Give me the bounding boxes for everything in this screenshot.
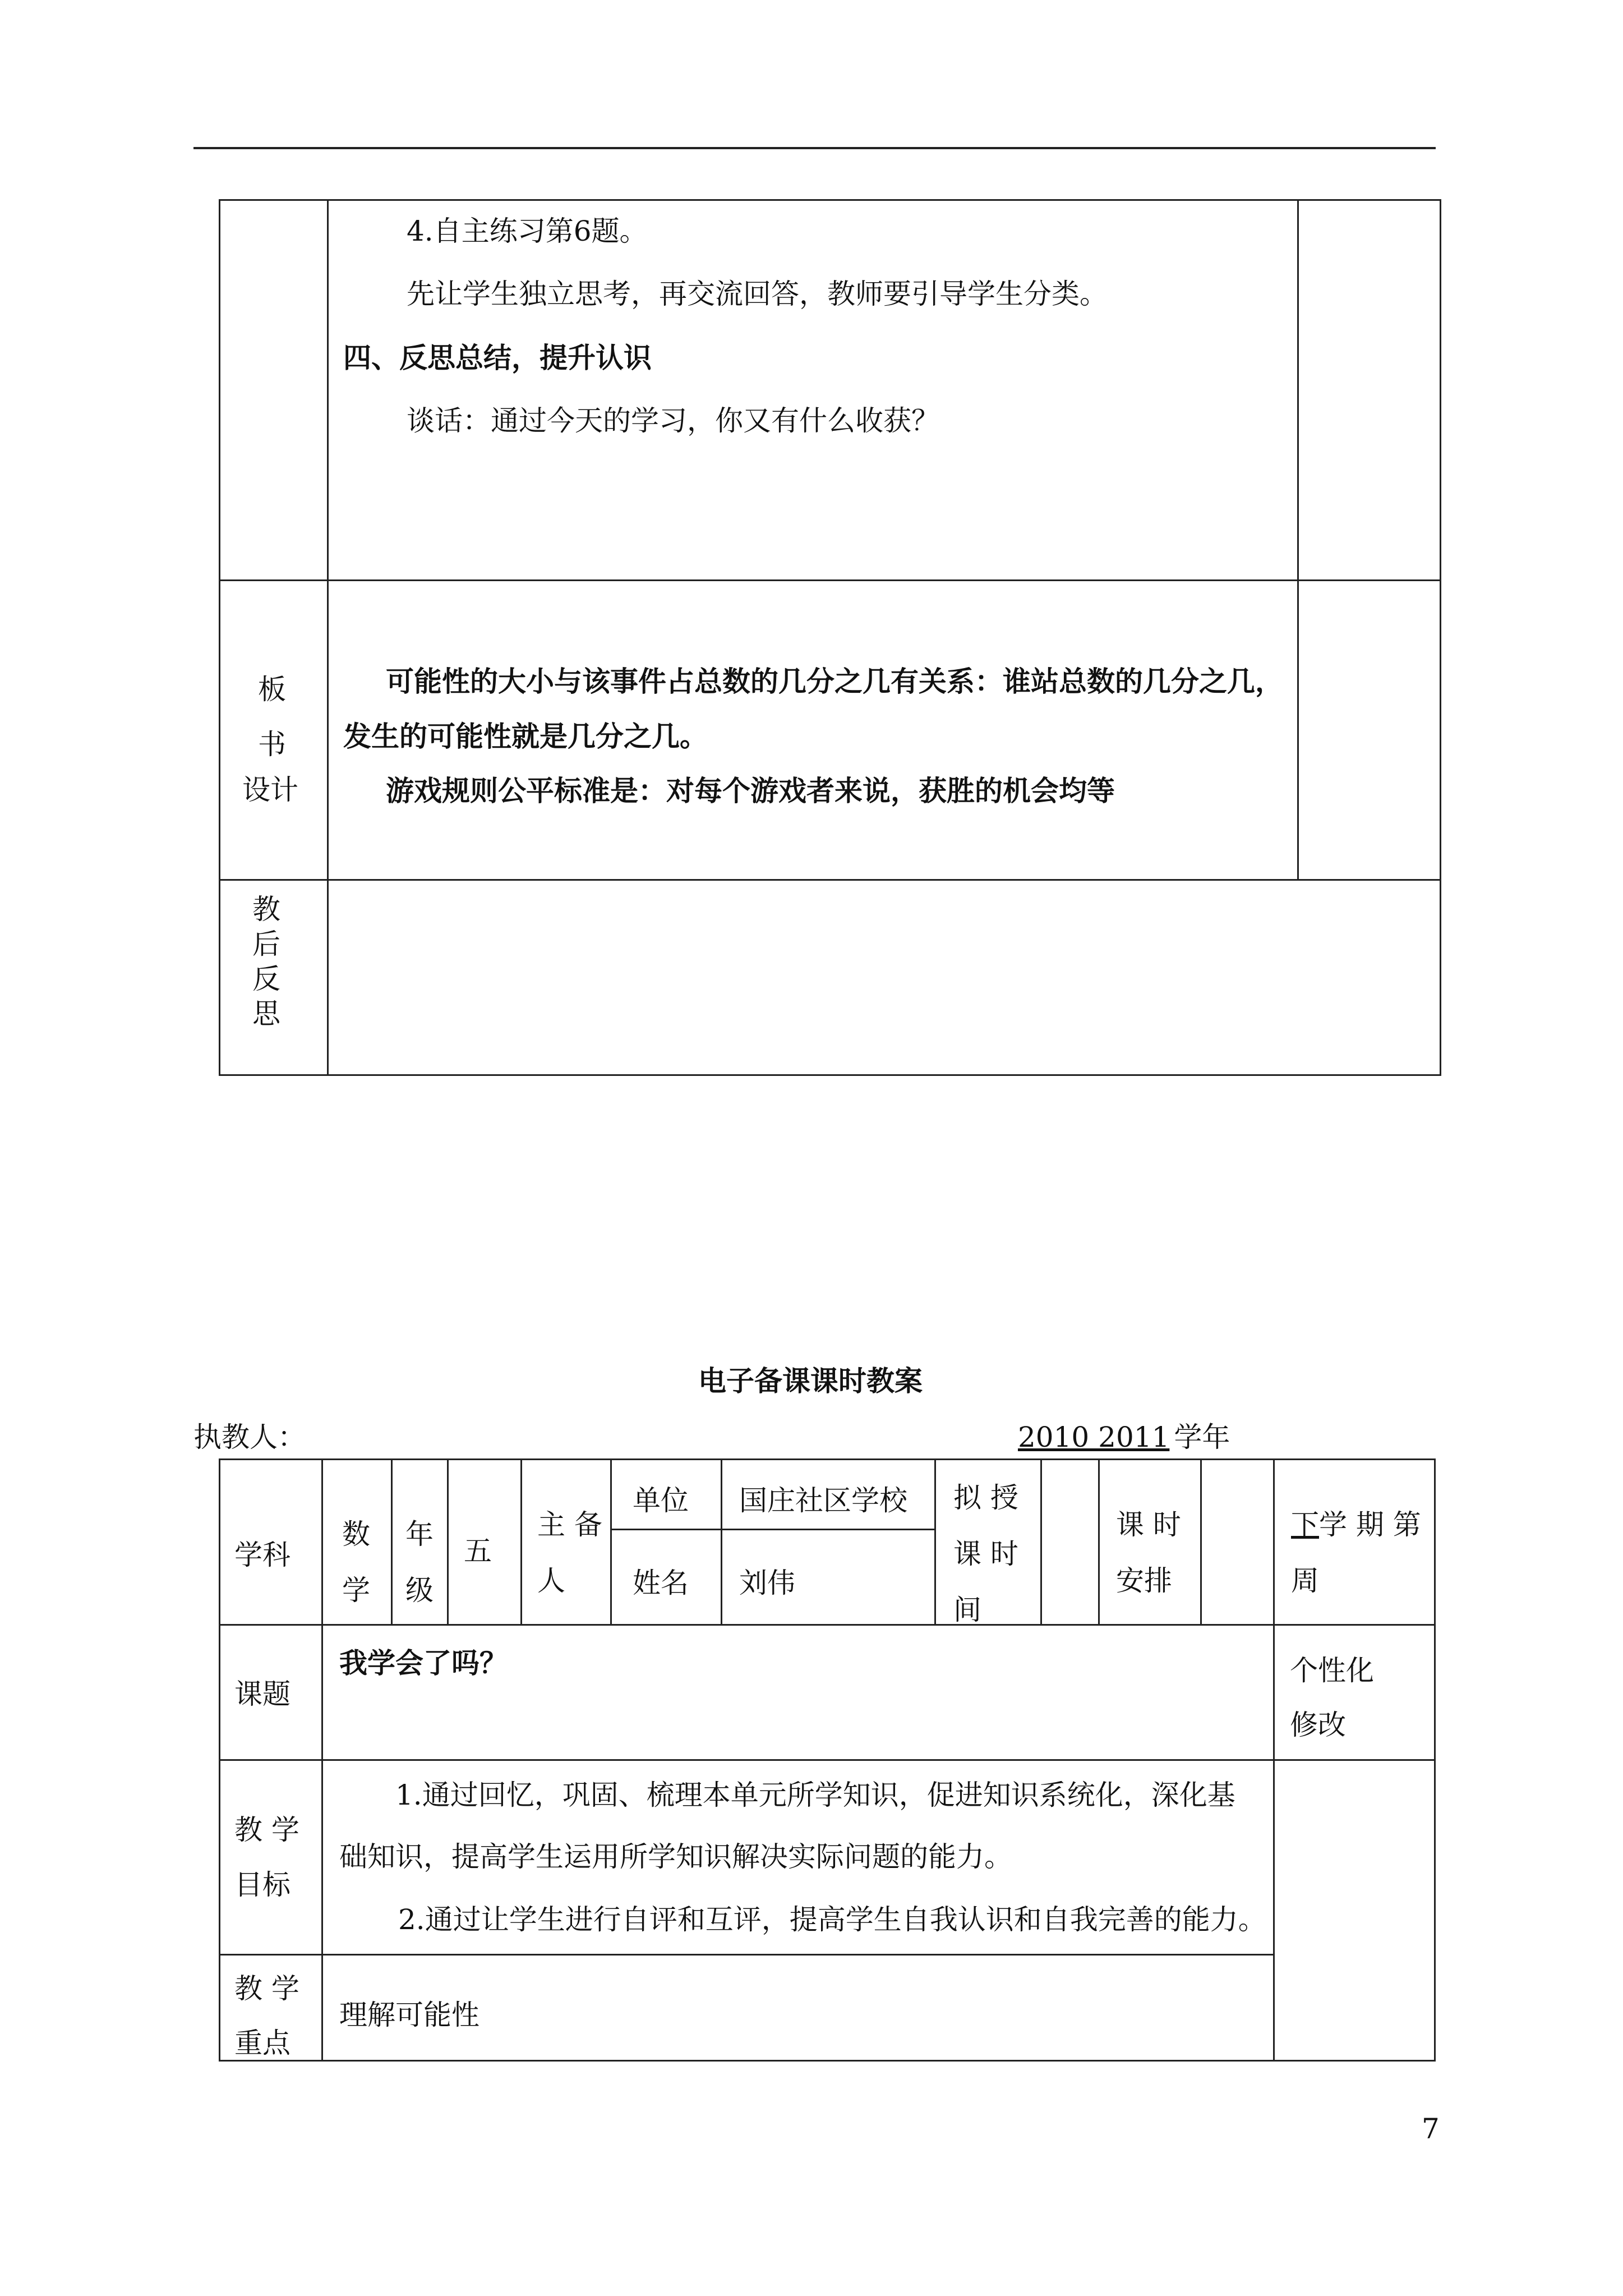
reflection-label-char: 后 (252, 928, 280, 960)
table-border (1273, 1458, 1275, 2062)
semester (1291, 1508, 1421, 1542)
key-value: 理解可能性 (339, 1999, 479, 2031)
reflection-label (247, 892, 286, 1031)
table-border (1098, 1458, 1100, 1626)
year-suffix: 学年 (1174, 1421, 1230, 1453)
key-label-2: 重点 (234, 2027, 291, 2059)
school-year (995, 1420, 1230, 1454)
board-label-char: 板 (258, 673, 286, 706)
grade-label-char: 年 (405, 1518, 434, 1550)
doc-title: 电子备课课时教案 (698, 1364, 923, 1397)
reflection-label-char: 教 (252, 893, 280, 926)
goals-line: 础知识，提高学生运用所学知识解决实际问题的能力。 (339, 1841, 1012, 1873)
table-border (219, 1954, 1273, 1955)
content-line: 4.自主练习第6题。 (407, 215, 648, 247)
table-border (219, 199, 1441, 201)
board-line: 可能性的大小与该事件占总数的几分之几有关系：谁站总数的几分之几， (386, 665, 1283, 698)
period-label-1: 课 时 (1116, 1508, 1181, 1541)
subject-label: 学科 (234, 1539, 291, 1571)
personal-label-2: 修改 (1290, 1709, 1346, 1741)
table-border (1297, 199, 1299, 881)
table-border (391, 1458, 393, 1626)
board-label-char: 设计 (242, 774, 298, 806)
content-line: 先让学生独立思考，再交流回答，教师要引导学生分类。 (407, 278, 1108, 310)
preparer-label-2: 人 (537, 1565, 565, 1597)
table-border (520, 1458, 522, 1626)
table-border (219, 199, 220, 1076)
year-value: 2010 2011 (1018, 1421, 1170, 1453)
planned-time-label-1: 拟 授 (953, 1481, 1018, 1514)
header-rule (193, 147, 1436, 149)
table-border (610, 1529, 934, 1530)
table-border (1040, 1458, 1042, 1626)
grade-label-char: 级 (405, 1574, 434, 1607)
teacher-label: 执教人： (193, 1421, 306, 1453)
content-line: 谈话：通过今天的学习，你又有什么收获？ (407, 404, 939, 437)
table-border (219, 1458, 1436, 1460)
goals-label-1: 教 学 (234, 1814, 299, 1846)
period-label-2: 安排 (1116, 1565, 1172, 1597)
table-border (219, 1074, 1441, 1076)
table-border (934, 1458, 936, 1626)
board-line: 游戏规则公平标准是：对每个游戏者来说，获胜的机会均等 (386, 774, 1115, 807)
table-border (1440, 199, 1441, 1076)
table-border (219, 2060, 1436, 2062)
goals-line: 2.通过让学生进行自评和互评，提高学生自我认识和自我完善的能力。 (398, 1903, 1266, 1936)
goals-line: 1.通过回忆，巩固、梳理本单元所学知识，促进知识系统化，深化基 (395, 1779, 1235, 1811)
week-text: 周 (1291, 1565, 1319, 1597)
table-border (219, 579, 1441, 581)
semester-text: 学 期 第 (1319, 1508, 1421, 1541)
page-number: 7 (1422, 2113, 1440, 2145)
table-border (1200, 1458, 1202, 1626)
table-border (721, 1458, 722, 1626)
table-border (1434, 1458, 1436, 2062)
reflection-label-char: 思 (252, 997, 280, 1030)
unit-value: 国庄社区学校 (739, 1484, 907, 1517)
table-border (219, 1624, 1436, 1626)
personal-label-1: 个性化 (1290, 1654, 1374, 1687)
key-label-1: 教 学 (234, 1972, 299, 2005)
name-value: 刘伟 (739, 1567, 795, 1599)
name-label: 姓名 (633, 1567, 689, 1599)
subject-value (336, 1506, 376, 1618)
board-line: 发生的可能性就是几分之几。 (343, 720, 708, 753)
table-border (219, 879, 1441, 881)
semester-prefix: 下 (1291, 1508, 1319, 1541)
planned-time-label-3: 间 (953, 1594, 981, 1626)
subject-value-char: 数 (342, 1518, 370, 1550)
subject-value-char: 学 (342, 1574, 370, 1607)
board-label (252, 662, 292, 772)
grade-label (400, 1506, 439, 1618)
topic-label: 课题 (234, 1678, 291, 1710)
grade-value: 五 (464, 1535, 492, 1567)
section-heading: 四、反思总结，提升认识 (343, 341, 652, 374)
table-border (219, 1458, 220, 2062)
planned-time-label-2: 课 时 (953, 1538, 1018, 1570)
table-border (321, 1458, 323, 2062)
board-label-char: 书 (258, 728, 286, 761)
topic-value: 我学会了吗？ (339, 1646, 508, 1680)
preparer-label-1: 主 备 (537, 1508, 602, 1541)
table-border (447, 1458, 449, 1626)
table-border (219, 1759, 1436, 1761)
table-border (610, 1458, 612, 1626)
goals-label-2: 目标 (234, 1869, 291, 1901)
table-border (327, 199, 329, 1076)
reflection-label-char: 反 (252, 963, 280, 995)
unit-label: 单位 (633, 1484, 689, 1517)
